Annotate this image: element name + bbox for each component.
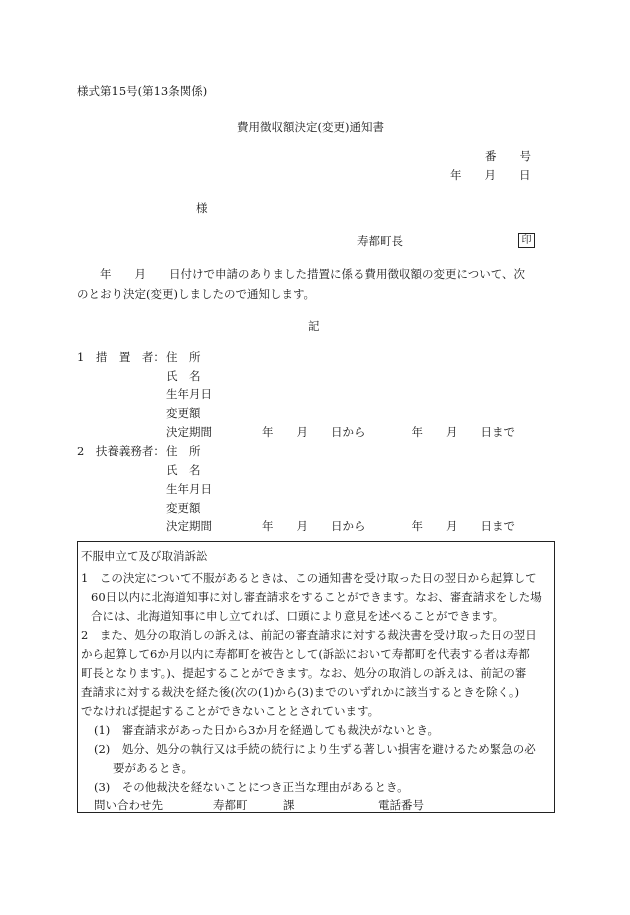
section-heading: 2 扶養義務者：: [77, 444, 165, 458]
field-address: 住 所: [166, 444, 201, 458]
addressee-suffix: 様: [196, 201, 208, 215]
issuer: 寿都町長: [357, 234, 403, 248]
notice-line: 要があるとき。: [113, 761, 194, 775]
notice-line: 1 この決定について不服があるときは、この通知書を受け取った日の翌日から起算して: [81, 571, 537, 585]
notice-line: 査請求に対する裁決を経た後(次の(1)から(3)までのいずれかに該当するときを除く。): [81, 685, 520, 699]
ki-heading: 記: [308, 319, 320, 333]
field-birthdate: 生年月日: [166, 387, 212, 401]
notice-line: (2) 処分、処分の執行又は手続の続行により生ずる著しい損害を避けるため緊急の必: [94, 742, 536, 756]
field-change-amount: 変更額: [166, 501, 201, 515]
notice-line: でなければ提起することができないこととされています。: [81, 704, 380, 718]
field-period: 決定期間: [166, 519, 212, 533]
body-line-1: 年 月 日付けで申請のありました措置に係る費用徴収額の変更について、次: [77, 267, 526, 281]
notice-line: から起算して6か月以内に寿都町を被告として(訴訟において寿都町を代表する者は寿都: [81, 647, 530, 661]
field-change-amount: 変更額: [166, 406, 201, 420]
document-title: 費用徴収額決定(変更)通知書: [237, 120, 384, 134]
section-heading: 1 措 置 者：: [77, 350, 165, 364]
field-period: 決定期間: [166, 425, 212, 439]
notice-line: 2 また、処分の取消しの訴えは、前記の審査請求に対する裁決書を受け取った日の翌日: [81, 628, 537, 642]
contact-label: 問い合わせ先: [94, 798, 163, 812]
period-text: 年 月 日から 年 月 日まで: [262, 519, 515, 533]
contact-section: 課: [283, 798, 295, 812]
notice-line: 町長となります。)、提起することができます。なお、処分の取消しの訴えは、前記の審: [81, 666, 527, 680]
seal-mark: 印: [518, 233, 535, 248]
number-label: 番 号: [485, 149, 531, 163]
field-name: 氏 名: [166, 369, 201, 383]
contact-town: 寿都町: [213, 798, 248, 812]
period-text: 年 月 日から 年 月 日まで: [262, 425, 515, 439]
date-label: 年 月 日: [450, 168, 531, 182]
field-address: 住 所: [166, 350, 201, 364]
notice-line: 合には、北海道知事に申し立てれば、口頭により意見を述べることができます。: [91, 609, 505, 623]
notice-line: 60日以内に北海道知事に対し審査請求をすることができます。なお、審査請求をした場: [91, 590, 542, 604]
notice-title: 不服申立て及び取消訴訟: [81, 549, 208, 563]
field-birthdate: 生年月日: [166, 482, 212, 496]
field-name: 氏 名: [166, 463, 201, 477]
notice-line: (1) 審査請求があった日から3か月を経過しても裁決がないとき。: [94, 723, 440, 737]
form-number: 様式第15号(第13条関係): [77, 84, 208, 98]
contact-phone: 電話番号: [378, 798, 424, 812]
body-line-2: のとおり決定(変更)しましたので通知します。: [77, 287, 316, 301]
notice-line: (3) その他裁決を経ないことにつき正当な理由があるとき。: [94, 780, 409, 794]
